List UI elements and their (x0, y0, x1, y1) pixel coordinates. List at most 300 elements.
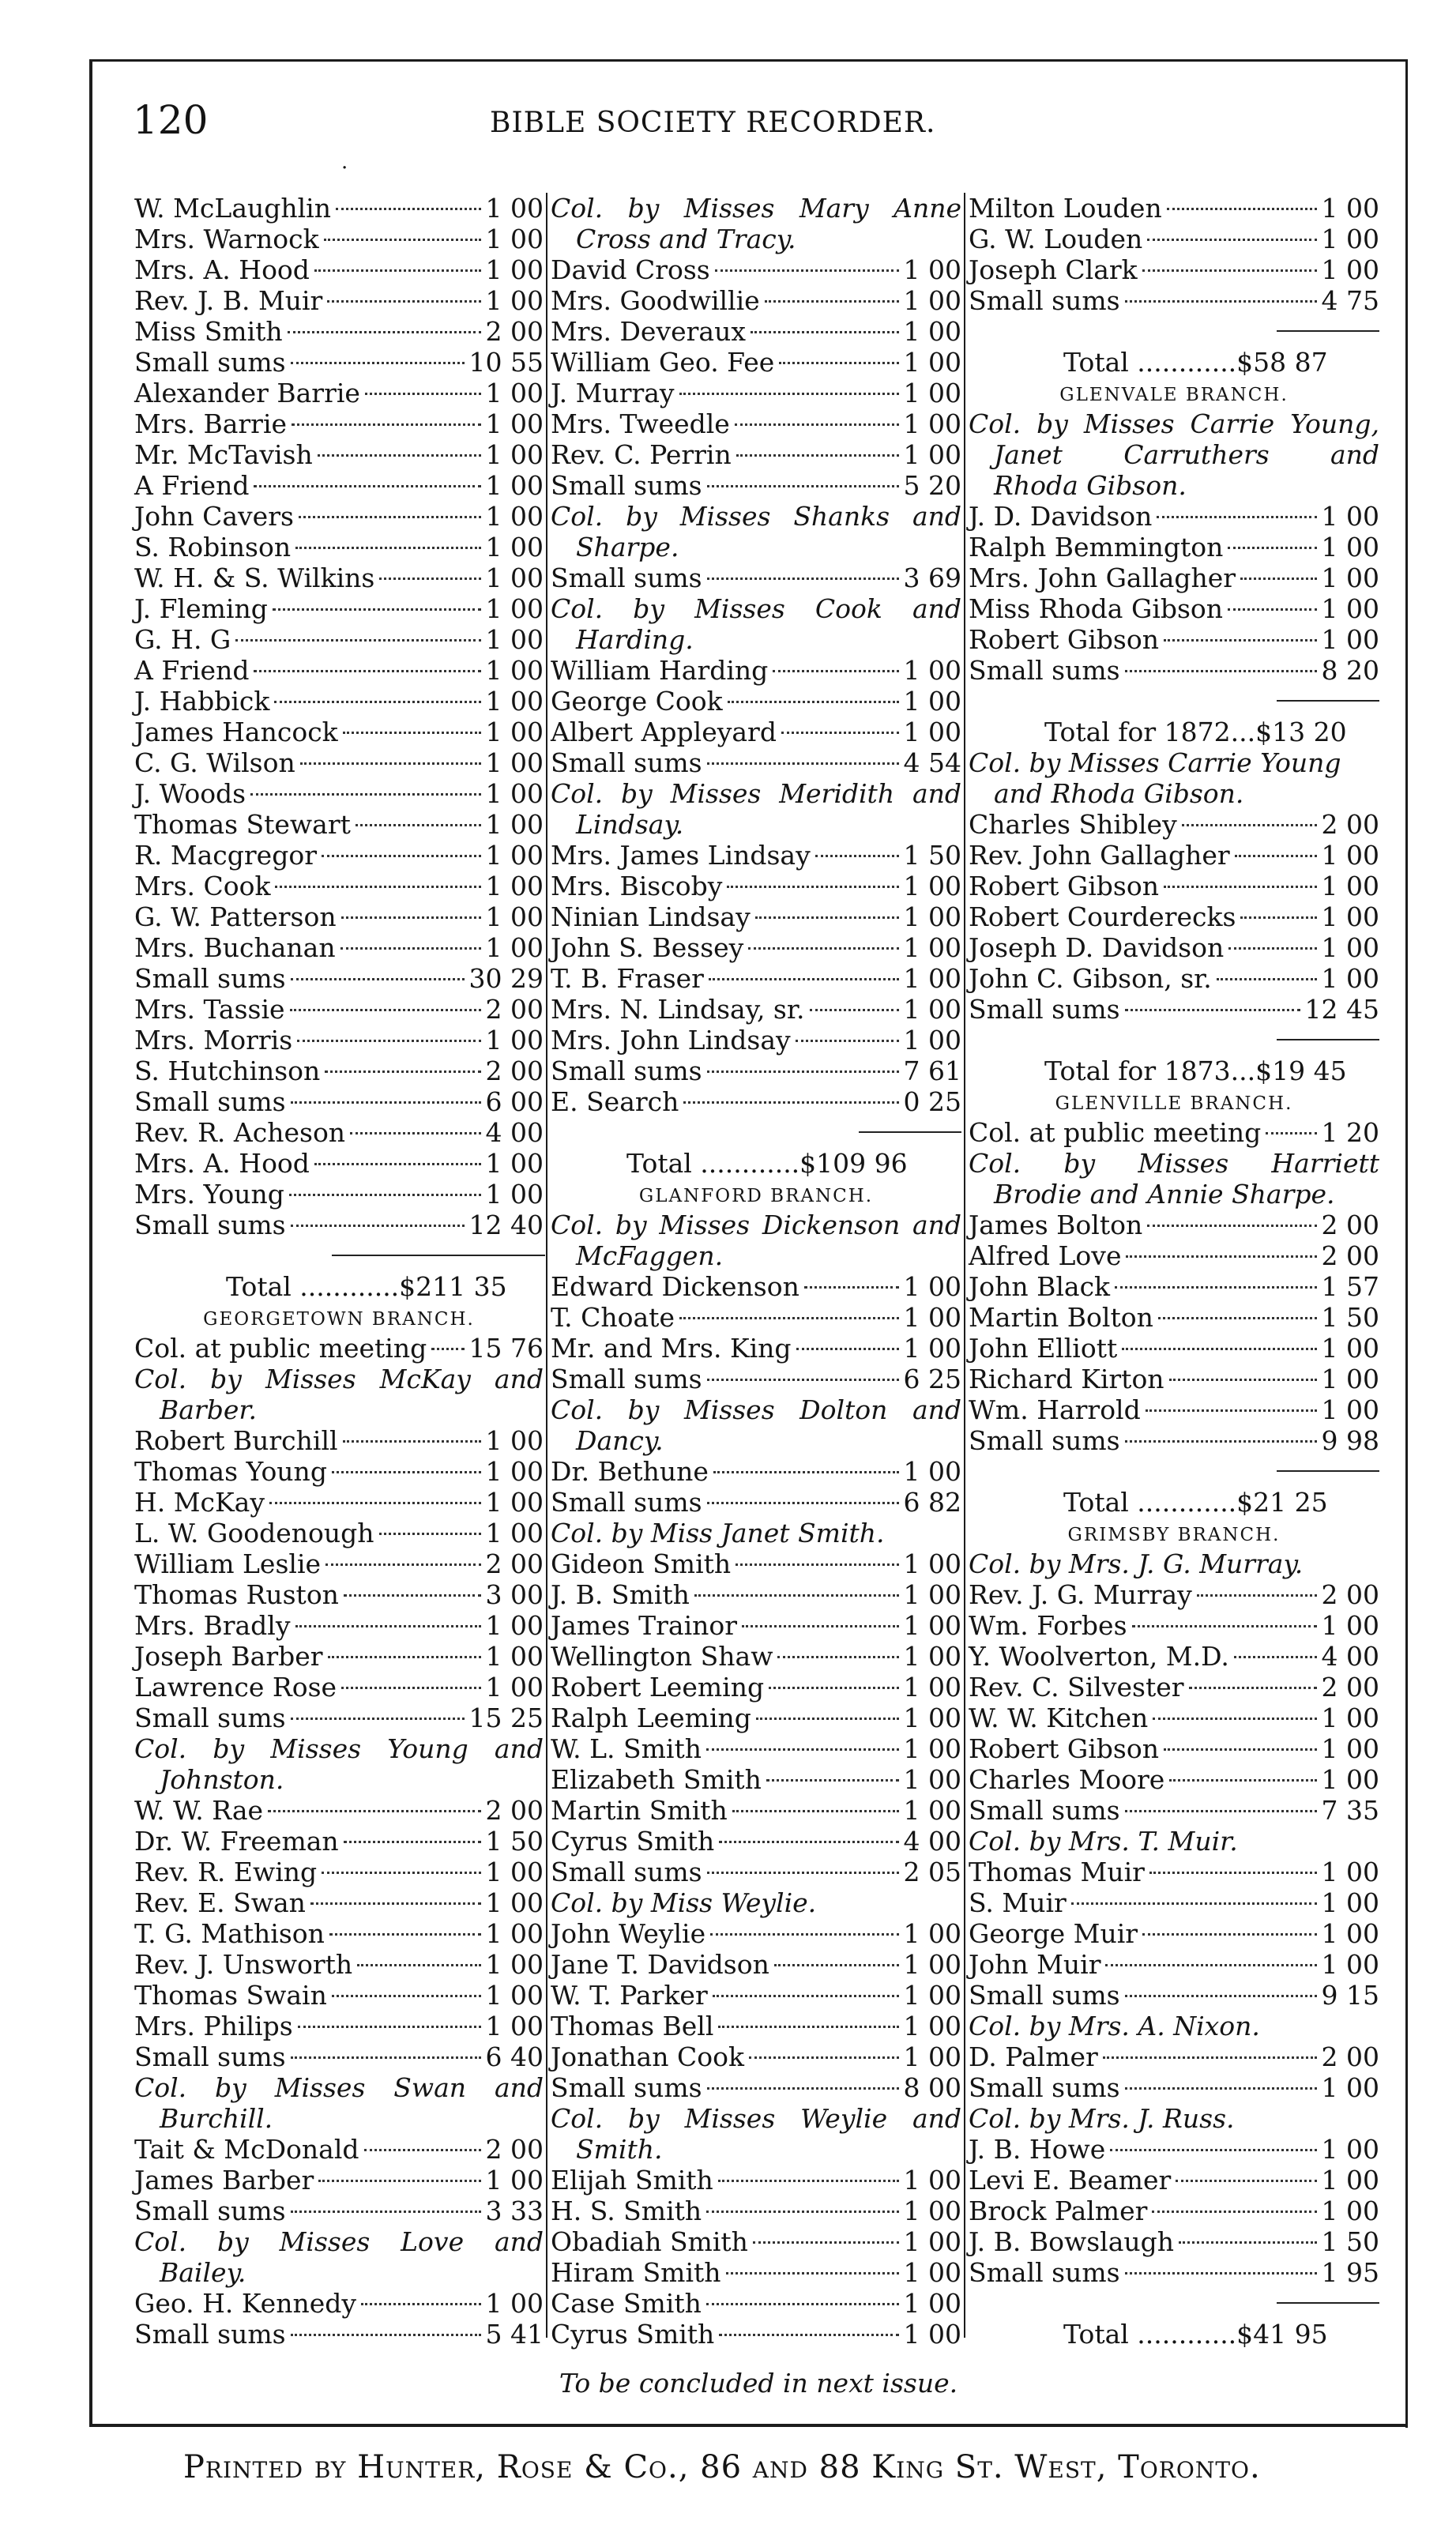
leader-dots (344, 1594, 481, 1597)
contribution-row (134, 717, 544, 747)
contributor-name: Small sums (969, 2257, 1120, 2288)
contributor-name: Cyrus Smith (551, 1826, 715, 1857)
contributor-name: Ralph Leeming (551, 1703, 751, 1733)
leader-dots (715, 269, 899, 272)
contributor-name: A Friend (134, 655, 250, 686)
amount: 1 00 (485, 2011, 544, 2041)
contribution-row (551, 1672, 961, 1703)
contributor-name: Small sums (551, 1857, 702, 1887)
contribution-row (134, 1179, 544, 1210)
leader-dots (774, 1964, 899, 1966)
amount: 1 00 (1321, 1394, 1379, 1425)
leader-dots (1125, 1995, 1317, 1997)
contribution-row (969, 1333, 1379, 1364)
leader-dots (357, 1964, 480, 1966)
amount: 1 00 (903, 717, 961, 747)
contribution-row (969, 1271, 1379, 1302)
leader-dots (275, 886, 480, 888)
leader-dots (713, 1995, 899, 1997)
contribution-row (134, 2011, 544, 2041)
amount: 2 05 (903, 1857, 961, 1887)
leader-dots (756, 1718, 899, 1720)
collector-note: Col. by Misses McKay and (134, 1364, 544, 1394)
leader-dots (298, 2026, 481, 2028)
contributor-name: J. B. Smith (551, 1579, 690, 1610)
leader-dots (679, 1317, 899, 1319)
contribution-row (551, 563, 961, 593)
amount: 1 00 (485, 1487, 544, 1518)
collector-note: Brodie and Annie Sharpe. (994, 1179, 1335, 1210)
leader-dots (292, 423, 480, 426)
amount: 2 00 (485, 1548, 544, 1579)
collector-note: Col. by Misses Weylie and (551, 2103, 961, 2134)
amount: 1 00 (903, 1456, 961, 1487)
contribution-row (134, 347, 544, 378)
total-line: Total for 1872...$13 20 (1044, 717, 1347, 747)
contributor-name: Mrs. A. Hood (134, 1148, 310, 1179)
contribution-row (969, 2041, 1379, 2072)
contributor-name: Mrs. Deveraux (551, 316, 746, 347)
amount: 1 00 (485, 2288, 544, 2319)
contribution-row (551, 1025, 961, 1055)
contribution-row (551, 717, 961, 747)
contribution-row (551, 316, 961, 347)
leader-dots (683, 1101, 898, 1104)
leader-dots (343, 1440, 481, 1443)
amount: 1 00 (1321, 624, 1379, 655)
contribution-row (134, 501, 544, 532)
collector-note: Col. by Mrs. J. Russ. (969, 2103, 1235, 2134)
leader-dots (318, 2180, 480, 2182)
branch-heading: GLENVALE BRANCH. (1059, 385, 1289, 405)
contributor-name: Mrs. Tassie (134, 994, 285, 1025)
total-rule (1277, 2302, 1379, 2305)
amount: 6 00 (485, 1086, 544, 1117)
leader-dots (343, 732, 481, 734)
contributor-name: Rev. C. Perrin (551, 439, 732, 470)
amount: 8 20 (1321, 655, 1379, 686)
amount: 1 00 (485, 1949, 544, 1980)
leader-dots (291, 1718, 465, 1720)
amount: 1 00 (485, 1857, 544, 1887)
contributor-name: Mrs. N. Lindsay, sr. (551, 994, 805, 1025)
page-number: 120 (133, 97, 209, 143)
leader-dots (707, 2087, 899, 2090)
contribution-row (969, 1857, 1379, 1887)
contribution-row (969, 2257, 1379, 2288)
amount: 1 00 (1321, 1733, 1379, 1764)
leader-dots (332, 1471, 481, 1473)
contributor-name: Thomas Bell (551, 2011, 714, 2041)
entry-list (551, 1271, 961, 1394)
amount: 1 00 (1321, 1764, 1379, 1795)
contribution-row (134, 2195, 544, 2226)
contribution-row (969, 532, 1379, 563)
leader-dots (1266, 1132, 1316, 1134)
contributor-name: John Black (969, 1271, 1111, 1302)
leader-dots (707, 1070, 899, 1073)
entry-list (134, 1333, 544, 1364)
leader-dots (250, 793, 480, 796)
contributor-name: Mrs. A. Hood (134, 254, 310, 285)
amount: 30 29 (468, 963, 544, 994)
contribution-row (969, 871, 1379, 901)
amount: 1 00 (1321, 840, 1379, 871)
contributor-name: Wm. Forbes (969, 1610, 1127, 1641)
entry-list (134, 1425, 544, 1733)
contribution-row (551, 655, 961, 686)
contribution-row (969, 1579, 1379, 1610)
leader-dots (815, 855, 899, 857)
leader-dots (710, 1933, 898, 1936)
amount: 1 00 (485, 1456, 544, 1487)
entry-list (551, 1918, 961, 2103)
collector-note: Col. by Misses Mary Anne (551, 193, 961, 224)
leader-dots (291, 1101, 481, 1104)
contribution-row (969, 224, 1379, 254)
contribution-row (134, 2165, 544, 2195)
contribution-row (134, 224, 544, 254)
collector-note: and Rhoda Gibson. (994, 778, 1244, 809)
leader-dots (329, 1933, 481, 1936)
contributor-name: William Leslie (134, 1548, 322, 1579)
collector-note: Col. by Misses Swan and (134, 2072, 544, 2103)
contributor-name: Small sums (134, 2319, 286, 2350)
contribution-row (551, 1703, 961, 1733)
amount: 1 00 (485, 809, 544, 840)
amount: 1 00 (1321, 532, 1379, 563)
leader-dots (769, 1687, 898, 1689)
entry-list (969, 809, 1379, 1025)
total-rule (1277, 1470, 1379, 1473)
leader-dots (713, 1471, 899, 1473)
entry-list (551, 254, 961, 501)
contribution-row (969, 501, 1379, 532)
amount: 1 00 (903, 2041, 961, 2072)
contributor-name: John C. Gibson, sr. (969, 963, 1212, 994)
contributor-name: Milton Louden (969, 193, 1162, 224)
amount: 1 00 (485, 593, 544, 624)
leader-dots (773, 670, 898, 672)
entry-list (134, 193, 544, 1240)
amount: 1 00 (1321, 193, 1379, 224)
amount: 6 82 (903, 1487, 961, 1518)
entry-list (134, 2288, 544, 2350)
collector-note: Burchill. (160, 2103, 273, 2134)
leader-dots (1176, 2180, 1316, 2182)
amount: 4 00 (903, 1826, 961, 1857)
amount: 1 95 (1321, 2257, 1379, 2288)
amount: 1 00 (485, 1179, 544, 1210)
entry-list (551, 2165, 961, 2350)
contribution-row (134, 1949, 544, 1980)
contribution-row (551, 1610, 961, 1641)
contributor-name: Jane T. Davidson (551, 1949, 769, 1980)
amount: 1 50 (485, 1826, 544, 1857)
leader-dots (1071, 1902, 1317, 1905)
contribution-row (134, 1456, 544, 1487)
amount: 1 00 (903, 378, 961, 408)
amount: 1 00 (485, 655, 544, 686)
contribution-row (134, 316, 544, 347)
leader-dots (804, 1286, 899, 1289)
contributor-name: Small sums (969, 2072, 1120, 2103)
contributor-name: John Weylie (551, 1918, 706, 1949)
amount: 1 00 (903, 932, 961, 963)
page-border-left (89, 59, 92, 2425)
contributor-name: Small sums (969, 1980, 1120, 2011)
contributor-name: John Cavers (134, 501, 294, 532)
collector-note: Rhoda Gibson. (994, 470, 1187, 501)
amount: 1 00 (903, 1641, 961, 1672)
contribution-row (134, 809, 544, 840)
collector-note: Bailey. (160, 2257, 246, 2288)
amount: 1 00 (903, 1672, 961, 1703)
amount: 1 00 (485, 747, 544, 778)
contributor-name: Mrs. James Lindsay (551, 840, 811, 871)
contributor-name: A Friend (134, 470, 250, 501)
amount: 3 00 (485, 1579, 544, 1610)
contribution-row (551, 439, 961, 470)
amount: 1 00 (903, 2319, 961, 2350)
contributor-name: Thomas Young (134, 1456, 327, 1487)
contributor-name: Cyrus Smith (551, 2319, 715, 2350)
contribution-row (551, 378, 961, 408)
leader-dots (1149, 1872, 1317, 1874)
leader-dots (254, 485, 480, 487)
collector-note: Col. by Misses Cook and (551, 593, 961, 624)
amount: 8 00 (903, 2072, 961, 2103)
collector-note: Col. by Misses Shanks and (551, 501, 961, 532)
contribution-row (551, 871, 961, 901)
amount: 1 00 (485, 1672, 544, 1703)
contribution-row (134, 901, 544, 932)
contributor-name: Mrs. Warnock (134, 224, 319, 254)
leader-dots (288, 331, 481, 333)
contributor-name: D. Palmer (969, 2041, 1098, 2072)
contributor-name: Thomas Muir (969, 1857, 1145, 1887)
amount: 1 00 (903, 1795, 961, 1826)
contributor-name: C. G. Wilson (134, 747, 295, 778)
leader-dots (1110, 2149, 1316, 2151)
entry-list (134, 1795, 544, 2072)
contributor-name: Small sums (134, 347, 286, 378)
amount: 1 00 (1321, 2134, 1379, 2165)
contribution-row (969, 285, 1379, 316)
contributor-name: Rev. J. G. Murray (969, 1579, 1192, 1610)
contribution-row (969, 932, 1379, 963)
amount: 1 00 (903, 1333, 961, 1364)
amount: 4 75 (1321, 285, 1379, 316)
amount: 1 50 (903, 840, 961, 871)
contribution-row (969, 1302, 1379, 1333)
contributor-name: Charles Shibley (969, 809, 1177, 840)
amount: 2 00 (1321, 1579, 1379, 1610)
amount: 1 00 (903, 686, 961, 717)
amount: 1 00 (903, 408, 961, 439)
contribution-row (134, 1980, 544, 2011)
contribution-row (969, 254, 1379, 285)
amount: 1 00 (1321, 1333, 1379, 1364)
contributor-name: Small sums (134, 1703, 286, 1733)
entry-list (969, 2134, 1379, 2288)
amount: 1 00 (1321, 932, 1379, 963)
contributor-name: Mrs. Bradly (134, 1610, 291, 1641)
contributor-name: Mrs. Goodwillie (551, 285, 760, 316)
continuation-note: To be concluded in next issue. (559, 2368, 958, 2399)
leader-dots (1125, 300, 1317, 303)
amount: 4 54 (903, 747, 961, 778)
contributor-name: Rev. J. B. Muir (134, 285, 323, 316)
contribution-row (551, 254, 961, 285)
amount: 6 40 (485, 2041, 544, 2072)
collector-note: Smith. (576, 2134, 663, 2165)
contribution-row (134, 1025, 544, 1055)
contributor-name: Small sums (969, 994, 1120, 1025)
leader-dots (781, 732, 899, 734)
amount: 1 00 (485, 224, 544, 254)
contributor-name: Rev. John Gallagher (969, 840, 1230, 871)
collector-note: Col. by Misses Harriett (969, 1148, 1379, 1179)
contributor-name: Small sums (134, 1210, 286, 1240)
leader-dots (718, 2180, 899, 2182)
entry-list (969, 2041, 1379, 2103)
contributor-name: Dr. W. Freeman (134, 1826, 339, 1857)
contributor-name: William Geo. Fee (551, 347, 775, 378)
leader-dots (707, 1379, 899, 1381)
contribution-row (551, 2288, 961, 2319)
contribution-row (134, 2319, 544, 2350)
contributor-name: Small sums (134, 963, 286, 994)
contributor-name: Col. at public meeting (134, 1333, 427, 1364)
contributor-name: Mrs. Young (134, 1179, 284, 1210)
contribution-row (134, 1918, 544, 1949)
contribution-row (969, 655, 1379, 686)
contributor-name: Edward Dickenson (551, 1271, 799, 1302)
leader-dots (694, 1594, 899, 1597)
leader-dots (1132, 1625, 1317, 1627)
contribution-row (134, 1086, 544, 1117)
column-rule (546, 193, 547, 2338)
contributor-name: W. L. Smith (551, 1733, 702, 1764)
leader-dots (1105, 1964, 1316, 1966)
collector-note: Col. by Misses Young and (134, 1733, 544, 1764)
entry-list (551, 840, 961, 1117)
amount: 1 00 (903, 439, 961, 470)
leader-dots (1157, 516, 1316, 518)
amount: 1 00 (1321, 501, 1379, 532)
leader-dots (1125, 2087, 1317, 2090)
contribution-row (969, 2195, 1379, 2226)
amount: 1 00 (903, 655, 961, 686)
contribution-row (551, 994, 961, 1025)
total-line: Total ............$109 96 (626, 1148, 908, 1179)
contribution-row (551, 2319, 961, 2350)
contribution-row (969, 563, 1379, 593)
leader-dots (1125, 1440, 1317, 1443)
amount: 2 00 (1321, 1210, 1379, 1240)
leader-dots (332, 1995, 481, 1997)
contributor-name: Mrs. Cook (134, 871, 271, 901)
amount: 1 00 (485, 1641, 544, 1672)
total-line: Total ............$41 95 (1063, 2319, 1328, 2350)
amount: 3 33 (485, 2195, 544, 2226)
leader-dots (361, 2303, 481, 2305)
entry-list (134, 2134, 544, 2226)
contributor-name: Rev. R. Acheson (134, 1117, 346, 1148)
contribution-row (969, 994, 1379, 1025)
leader-dots (707, 578, 899, 580)
contributor-name: T. B. Fraser (551, 963, 704, 994)
amount: 1 00 (903, 1764, 961, 1795)
contribution-row (969, 2072, 1379, 2103)
contribution-row (969, 624, 1379, 655)
amount: 1 00 (1321, 563, 1379, 593)
contributor-name: James Bolton (969, 1210, 1143, 1240)
contribution-row (969, 1795, 1379, 1826)
contribution-row (134, 932, 544, 963)
contributor-name: Tait & McDonald (134, 2134, 359, 2165)
amount: 9 98 (1321, 1425, 1379, 1456)
contribution-row (551, 1949, 961, 1980)
amount: 1 00 (903, 254, 961, 285)
contribution-row (134, 1055, 544, 1086)
total-rule (332, 1255, 545, 1258)
amount: 1 00 (1321, 593, 1379, 624)
contributor-name: Robert Gibson (969, 624, 1159, 655)
contributor-name: Wellington Shaw (551, 1641, 773, 1672)
amount: 1 00 (1321, 1887, 1379, 1918)
leader-dots (727, 886, 898, 888)
page-border-bottom (89, 2424, 1405, 2427)
contributor-name: Alexander Barrie (134, 378, 360, 408)
leader-dots (344, 1841, 481, 1843)
contributor-name: Miss Smith (134, 316, 283, 347)
contribution-row (551, 932, 961, 963)
contributor-name: Robert Burchill (134, 1425, 338, 1456)
amount: 1 00 (1321, 2195, 1379, 2226)
leader-dots (328, 1656, 481, 1658)
contribution-row (134, 1641, 544, 1672)
amount: 1 50 (1321, 2226, 1379, 2257)
contribution-row (134, 1703, 544, 1733)
amount: 1 00 (903, 1703, 961, 1733)
leader-dots (324, 239, 481, 241)
leader-dots (1164, 1748, 1317, 1751)
contributor-name: S. Robinson (134, 532, 292, 563)
leader-dots (1158, 1317, 1317, 1319)
amount: 3 69 (903, 563, 961, 593)
amount: 1 00 (485, 1518, 544, 1548)
contribution-row (551, 1086, 961, 1117)
contribution-row (134, 563, 544, 593)
leader-dots (291, 2056, 481, 2059)
leader-dots (779, 362, 898, 364)
amount: 1 00 (903, 963, 961, 994)
contributor-name: W. W. Rae (134, 1795, 264, 1826)
leader-dots (732, 1810, 899, 1812)
contribution-row (969, 1210, 1379, 1240)
contributor-name: Thomas Ruston (134, 1579, 339, 1610)
leader-dots (1240, 578, 1316, 580)
collector-note: Col. by Misses Dolton and (551, 1394, 961, 1425)
contribution-row (134, 994, 544, 1025)
contribution-row (551, 2072, 961, 2103)
contributor-name: Levi E. Beamer (969, 2165, 1172, 2195)
amount: 1 00 (485, 193, 544, 224)
leader-dots (1122, 1348, 1316, 1350)
leader-dots (1228, 947, 1316, 950)
